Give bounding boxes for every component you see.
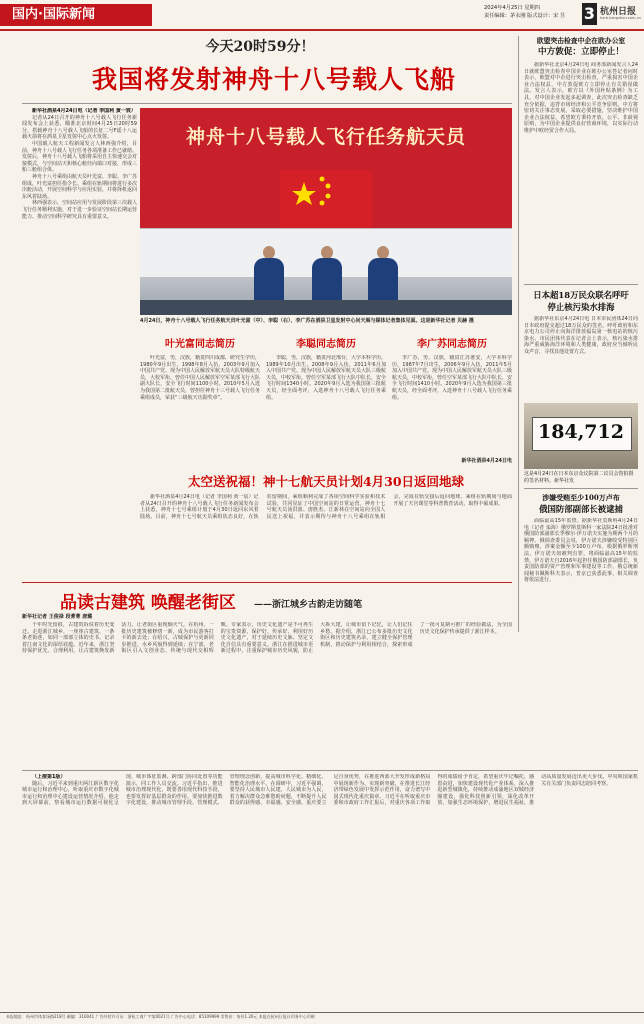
lead-photo (140, 108, 512, 315)
sidebar-article-body: 面临最高15年监禁。据新华社莫斯科4月24日电（记者 栾海）俄罗斯莫斯科一家法院24日批准对俄国防部副部长季穆尔·伊万诺夫实施为期两个月的羁押。俄调查委员会说，伊万诺夫涉嫌收受特别巨额贿赂，涉案金额至少100万卢布。根据俄罗斯刑法，伊万诺夫如被判有罪，将面临最高15年的监禁。伊万诺夫自2016年起担任俄国防部副部长，负责国防部的资产管理和军事建设等工作。俄总统新闻秘书佩斯科夫表示，普京已获悉此事，相关调查将依法进行。 (524, 518, 638, 584)
astronaut-figure (252, 246, 286, 306)
sidebar (524, 36, 638, 632)
sidebar-photo-caption: 这是4月24日在日本东京众议院第二议员会馆拍摄的签名材料。新华社发 (524, 471, 634, 484)
lead-paragraph: 记者从24日召开的神舟十八号载人飞行任务新闻发布会上获悉，瞄准北京时间4月25日20时59分，搭载神舟十八号载人飞船的长征二号F遥十八运载火箭将在酒泉卫星发射中心点火发射。 (22, 114, 137, 141)
masthead (0, 0, 644, 32)
lead-kicker: 今天20时59分！ (205, 39, 315, 55)
bio-title: 叶光富同志简历 (165, 339, 235, 350)
astronaut-figure (366, 246, 400, 306)
paper-url: hzrb.hangzhou.com.cn (600, 16, 641, 20)
lead-paragraph: 林西强表示，空间站应用与发展阶段第三次载人飞行任务顺利实施，对于进一步验证空间站长期运营能力、推动空间科学研究具有重要意义。 (22, 200, 137, 220)
sidebar-article-body: 据新华社北京4月24日电 商务部新闻发言人24日就欧盟突击检查中国企业在欧办公室答记者问时表示，欧盟对中企进行突击检查，严重损害中国企业合法权益，中方敦促欧方立即停止有关错误做法。发言人表示，欧方以《外国补贴条例》为工具，对中国企业发起多起调查，此次突击检查缺乏充分依据，违背市场经济和公平竞争原则。中方将密切关注事态发展，采取必要措施，坚决维护中国企业合法权益。希望欧方秉持开放、公平、非歧视原则，为中国企业提供良好营商环境，以实际行动维护中欧经贸合作大局。 (524, 62, 638, 134)
bio-body: 李广苏，男，汉族，籍贯江苏淮安，大学本科学历，1987年7月出生，2006年9月入伍，2011年5月加入中国共产党。现为中国人民解放军航天员大队三级航天员，中校军衔。曾任空军某部飞行大队中队长，安全飞行时间1410小时。2020年9月入选为我国第三批航天员，经全面考评，入选神舟十八号载人飞行任务乘组。 (392, 355, 512, 401)
flag-stars-icon (280, 170, 372, 228)
bio-column (266, 338, 386, 461)
lead-dateline: 新华社酒泉4月24日电（记者 李国利 黄一宸） (32, 108, 136, 114)
lower-body (22, 774, 638, 1010)
sidebar-article-title: 日本超18万民众联名呼吁 (533, 290, 629, 300)
footer-info: 本报地址：杭州市体育场路218号 邮编：310041 广告经营许可证：浙杭工商广字第0021号 广告中心电话：85109999 零售价：每份1.20元 本报在杭州日报社印务中心印刷 (6, 1014, 315, 1019)
lead-paragraph: 神舟十八号乘组由航天员叶光富、李聪、李广苏组成，叶光富担任指令长。乘组在轨期间将进行多次出舱活动，开展空间科学与应用实验，并将择机返回东风着陆场。 (22, 173, 137, 200)
lower-rule (22, 770, 638, 771)
bios-row (140, 338, 512, 466)
sidebar-article-subtitle: 停止核污染水排海 (547, 302, 615, 312)
continue-mark: （上接第1版） (32, 774, 66, 780)
lead-head-rule (22, 103, 512, 104)
lead-headline: 我国将发射神舟十八号载人飞船 (92, 65, 457, 94)
sidebar-article-body: 据新华社东京4月24日电 日本市民团体24日向日本政府提交超过18万民众的签名，呼吁政府和东京电力公司停止向海洋排放福岛第一核电站的核污染水。市民团体代表在记者会上表示，核污染水排海严重威胁海洋环境和人类健康，政府应当倾听民众声音，寻找其他处置方式。 (524, 316, 638, 355)
section-title: 国内·国际新闻 (0, 4, 152, 26)
page-number: 3 (583, 4, 596, 23)
bio-column (392, 338, 512, 461)
second-headline: 太空送祝福！神十七航天员计划4月30日返回地球 (187, 474, 465, 489)
lower-paragraph: 随后，习近平来到重庆两江新区数字化城市运行和治理中心，听取重庆市数字化城市运行和治理中心建设运营情况介绍。他走到大屏幕前，察看城市运行数据可视化呈现、城市体征监测、跨部门协同处置等功能演示，同工作人员交流。习近平指出，推进城市治理现代化，既要善用现代科技手段，也要发挥好基层群众的作用。要加快推进数字化建设，推动城市管理手段、管理模式、管理理念创新，提高城市科学化、精细化、智能化治理水平。在调研中，习近平强调，要坚持人民城市人民建、人民城市为人民，着力解决群众急难愁盼问题，不断提升人民群众的获得感、幸福感、安全感。重庆要立足自身优势，在推进西部大开发形成新格局中展现新作为、实现新突破，在推进长江经济带绿色发展中发挥示范作用，奋力谱写中国式现代化重庆篇章。习近平在听取重庆市委和市政府工作汇报后，对重庆各项工作取得的成绩给予肯定，希望重庆牢记嘱托、感恩奋进，加快建设现代化产业体系，深入推进新型城镇化，持续推动成渝地区双城经济圈建设，强化科技创新引领，深化改革开放，加强生态环境保护，增进民生福祉，推动高质量发展迈出更大步伐。中央和国家机关有关部门负责同志陪同考察。 (22, 774, 638, 807)
sidebar-divider (518, 36, 519, 632)
sidebar-article-title: 涉嫌受贿至少100万卢布 (542, 493, 620, 502)
bio-column (140, 338, 260, 461)
national-flag (280, 170, 372, 228)
bio-title: 李广苏同志简历 (417, 339, 487, 350)
lead-photo-caption: 4月24日，神舟十八号载人飞行任务航天员叶光富（中）、李聪（右）、李广苏在酒泉卫星发射中心问天阁与媒体记者集体见面。这是新华社记者 贝赫 摄 (140, 318, 474, 324)
sidebar-article-subtitle: 俄国防部副部长被逮捕 (539, 504, 623, 514)
bio-body: 李聪，男，汉族，籍贯河北邢台，大学本科学历，1989年10月出生，2008年9月入伍，2011年6月加入中国共产党。现为中国人民解放军航天员大队三级航天员，中校军衔。曾任空军某部飞行大队中队长，安全飞行时间1340小时。2020年9月入选为我国第三批航天员，经全面考评，入选神舟十八号载人飞行任务乘组。 (266, 355, 386, 401)
sidebar-photo (524, 403, 638, 469)
editors-line: 责任编辑：茅永刚 版式设计：宋 昱 (484, 13, 566, 19)
masthead-rule (0, 29, 644, 31)
sidebar-rule (524, 488, 638, 489)
astronaut-figure (310, 246, 344, 306)
bios-credit: 新华社酒泉4月24日电 (461, 458, 512, 464)
bio-title: 李聪同志简历 (296, 339, 356, 350)
feature-subhead: ——浙江城乡古韵走访随笔 (254, 600, 363, 610)
feature-top-rule (22, 582, 512, 583)
sidebar-article-title: 欧盟突击检查中企在欧办公室 (536, 37, 626, 45)
bio-body: 叶光富，男，汉族，籍贯四川成都，研究生学历，1980年9月出生，1998年8月入伍，2003年9月加入中国共产党。现为中国人民解放军航天员大队特级航天员，大校军衔。曾任中国人民解放军空军某部飞行大队副大队长，安全飞行时间1100小时。2010年5月入选为我国第二批航天员，曾担任神舟十三号载人飞行任务乘组成员，荣获“三级航天功勋奖章”。 (140, 355, 260, 401)
photo-banner-text: 神舟十八号载人飞行任务航天员 (185, 126, 466, 148)
footer-rule (0, 1012, 644, 1013)
lead-body (22, 108, 137, 448)
feature-headline: 品读古建筑 唤醒老街区 (60, 593, 236, 613)
signature-count: 184,712 (538, 421, 624, 443)
paper-logo: 杭州日报 (600, 7, 637, 17)
photo-desk (140, 300, 512, 315)
sidebar-article-subtitle: 中方敦促：立即停止！ (538, 47, 624, 57)
sidebar-rule (524, 284, 638, 285)
second-body: 新华社酒泉4月24日电（记者 李国利 黄一宸）记者从24日召开的神舟十八号载人飞行任务新闻发布会上获悉，神舟十七号乘组计划于4月30日返回东风着陆场。目前，神舟十七号航天员乘组状态良好，在轨驻留期间，乘组顺利完成了各项空间科学实验和技术试验，共同见证了中国空间站的日常运营。神舟十七号航天员汤洪波、唐胜杰、江新林在空间站向全国人民送上祝福，并表示期待与神舟十八号乘组在轨相会，完成在轨交接后返回地球。乘组在轨期间与地面开展了天宫课堂等科普教育活动，取得丰硕成果。 (140, 494, 512, 520)
feature-byline: 新华社记者 王俊禄 段菁菁 唐璐 (22, 614, 93, 620)
lead-paragraph: 中国载人航天工程新闻发言人林西强介绍，目前，神舟十八号载人飞行任务各项准备工作已就绪。发射后，神舟十八号载人飞船将采用自主快速交会对接模式，与空间站天和核心舱径向端口对接，形成三船三舱组合体。 (22, 140, 137, 174)
feature-body: 千年时光留痕，古建筑诉说着历史变迁。走进浙江城乡，一座座古建筑、一条条老街巷，如同一部部立体的史书，记录着江南文化的深厚底蕴。近年来，浙江坚持保护优先、合理利用，让古建筑焕发新活力，让老街区重现烟火气。在杭州，一批历史建筑被修缮一新，成为市民游客打卡的新去处；在绍兴，古城保护与更新同步推进，水乡风貌得到延续；在宁波，老街区引入文创业态，传统与现代交相辉映。专家表示，历史文化遗产是不可再生的宝贵资源，保护好、传承好、利用好历史文化遗产，对于延续历史文脉、坚定文化自信具有重要意义。浙江在推进城市更新过程中，注重保护城市历史风貌，防止大拆大建，让城市留下记忆，让人们记住乡愁。据介绍，浙江已公布多批历史文化街区和历史建筑名录，建立健全保护管理机制，推动保护与利用相结合，探索形成了一批可复制可推广的经验做法，为全国历史文化保护传承提供了浙江样本。 (22, 622, 512, 655)
issue-date: 2024年4月25日 星期四 (484, 5, 540, 11)
